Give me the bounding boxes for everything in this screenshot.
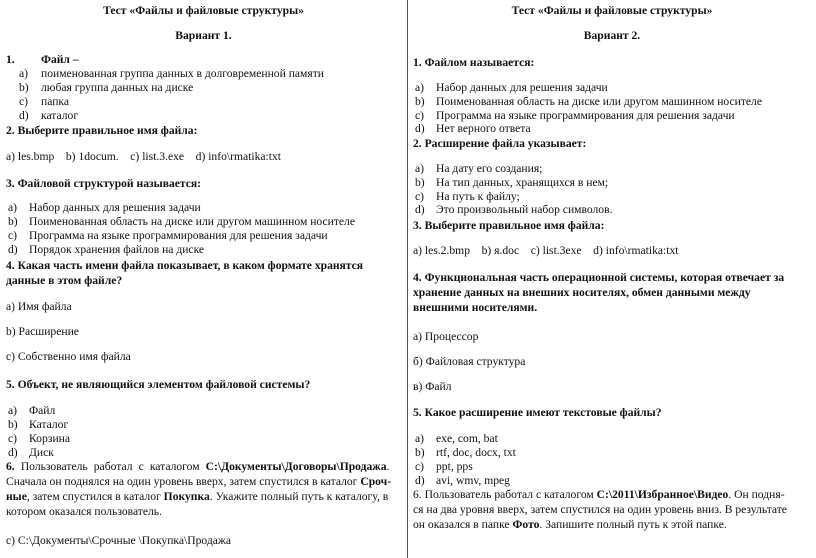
option-label: a)	[8, 201, 18, 214]
option-text: На тип данных, хранящихся в нем;	[436, 176, 609, 189]
option-label: a)	[19, 67, 29, 80]
option-text: каталог	[41, 109, 79, 122]
question-4-line-2: данные в этом файле?	[6, 274, 123, 287]
question-6-text: . Укажите полный путь к каталогу, в	[209, 490, 389, 503]
question-6-line-2	[6, 475, 391, 488]
question-6-line-3	[6, 490, 388, 503]
option-text: Поименованная область на диске или другом машинном носителе	[436, 95, 762, 108]
option-label: c)	[415, 460, 425, 473]
option-text: Нет верного ответа	[436, 122, 531, 135]
question-6-text: Сначала он поднялся на один уровень вверх, затем спустился в каталог	[6, 475, 358, 488]
question-2-answers: a) les.bmp b) 1docum. c) list.3.exe d) info\rmatika:txt	[6, 150, 281, 163]
question-4-option-b: b) Расширение	[6, 325, 79, 338]
option-text: папка	[41, 95, 70, 108]
option-label: d)	[415, 474, 425, 487]
question-4-line-2: хранение данных на внешних носителях, обмен данными между	[413, 286, 751, 299]
question-4-line-3: внешними носителями.	[413, 301, 538, 314]
question-6-line-1	[6, 460, 400, 473]
question-3-answers: a) les.2.bmp b) я.doc c) list.3exe d) info\rmatika:txt	[413, 244, 679, 257]
variant-heading: Вариант 1.	[175, 29, 232, 42]
question-1-text: Файл –	[41, 53, 79, 66]
option-label: b)	[415, 446, 425, 459]
option-text: Программа на языке программирования для решения задачи	[29, 229, 328, 242]
question-2-text: 2. Расширение файла указывает:	[413, 137, 587, 150]
option-label: b)	[415, 176, 425, 189]
question-4-line-1: 4. Функциональная часть операционной системы, которая отвечает за	[413, 271, 785, 284]
option-label: b)	[415, 95, 425, 108]
question-6-number: 6.	[6, 460, 15, 473]
question-6-text: он оказался в папке	[413, 518, 510, 531]
question-4-option-a: а) Процессор	[413, 330, 479, 343]
question-6-folder: Фото	[512, 518, 540, 531]
question-4-option-c: в) Файл	[413, 380, 452, 393]
option-text: Программа на языке программирования для решения задачи	[436, 109, 735, 122]
option-label: c)	[415, 190, 425, 203]
question-6-folder: ные	[6, 490, 27, 503]
option-label: c)	[19, 95, 29, 108]
option-label: b)	[8, 418, 18, 431]
question-6-punct: .	[386, 460, 390, 473]
option-label: d)	[19, 109, 29, 122]
question-6-answer: c) C:\Документы\Срочные \Покупка\Продажа	[6, 534, 232, 547]
test-title: Тест «Файлы и файловые структуры»	[103, 4, 304, 17]
question-6-text: . Он подня-	[728, 488, 785, 501]
option-text: rtf, doc, docx, txt	[436, 446, 516, 459]
option-label: a)	[8, 404, 18, 417]
question-5-text: 5. Какое расширение имеют текстовые файлы?	[413, 406, 662, 419]
option-label: d)	[8, 446, 18, 459]
option-label: d)	[415, 122, 425, 135]
option-text: На дату его создания;	[436, 162, 543, 175]
option-label: c)	[415, 109, 425, 122]
question-3-text: 3. Файловой структурой называется:	[6, 177, 202, 190]
question-6-text: Пользователь работал с каталогом	[20, 460, 200, 473]
question-6-folder: Покупка	[163, 490, 210, 503]
option-text: Это произвольный набор символов.	[436, 203, 613, 216]
question-6-line-3	[413, 518, 727, 531]
question-6-line-1	[413, 488, 785, 501]
option-label: a)	[415, 81, 425, 94]
question-6-text: . Запишите полный путь к этой папке.	[539, 518, 727, 531]
question-6-text: , затем спустился в каталог	[26, 490, 161, 503]
option-text: avi, wmv, mpeg	[436, 474, 510, 487]
option-label: a)	[415, 162, 425, 175]
question-1-text: 1. Файлом называется:	[413, 56, 535, 69]
question-3-text: 3. Выберите правильное имя файла:	[413, 219, 605, 232]
option-text: Корзина	[29, 432, 71, 445]
option-label: c)	[8, 229, 18, 242]
question-4-option-c: c) Собственно имя файла	[6, 350, 131, 363]
test-title: Тест «Файлы и файловые структуры»	[511, 4, 713, 17]
question-6-line-4: котором оказался пользователь.	[6, 505, 162, 518]
question-4-option-b: б) Файловая структура	[413, 355, 526, 368]
question-1-number: 1.	[6, 53, 15, 66]
question-6-line-2: ся на два уровня вверх, затем спустился на один уровень вниз. В результате	[413, 503, 787, 516]
option-text: На путь к файлу;	[436, 190, 520, 203]
option-text: Набор данных для решения задачи	[436, 81, 608, 94]
option-text: Поименованная область на диске или другом машинном носителе	[29, 215, 355, 228]
question-5-text: 5. Объект, не являющийся элементом файловой системы?	[6, 378, 311, 391]
question-4-option-a: а) Имя файла	[6, 300, 72, 313]
option-label: d)	[415, 203, 425, 216]
option-text: любая группа данных на диске	[41, 81, 194, 94]
option-label: a)	[415, 432, 425, 445]
column-divider	[407, 0, 408, 558]
option-text: поименованная группа данных в долговременной памяти	[41, 67, 324, 80]
option-text: Порядок хранения файлов на диске	[29, 243, 205, 256]
option-text: ppt, pps	[436, 460, 473, 473]
question-6-path: C:\2011\Избранное\Видео	[596, 488, 729, 501]
option-text: Каталог	[29, 418, 69, 431]
question-6-path: C:\Документы\Договоры\Продажа	[205, 460, 387, 473]
option-label: b)	[19, 81, 29, 94]
variant-heading: Вариант 2.	[583, 29, 641, 42]
option-label: c)	[8, 432, 18, 445]
question-4-line-1: 4. Какая часть имени файла показывает, в каком формате хранятся	[6, 259, 364, 272]
option-label: d)	[8, 243, 18, 256]
option-text: exe, com, bat	[436, 432, 498, 445]
option-label: b)	[8, 215, 18, 228]
option-text: Набор данных для решения задачи	[29, 201, 201, 214]
option-text: Диск	[29, 446, 54, 459]
question-6-folder: Сроч-	[360, 475, 392, 488]
question-6-text: 6. Пользователь работал с каталогом	[413, 488, 594, 501]
option-text: Файл	[29, 404, 56, 417]
question-2-text: 2. Выберите правильное имя файла:	[6, 124, 198, 137]
